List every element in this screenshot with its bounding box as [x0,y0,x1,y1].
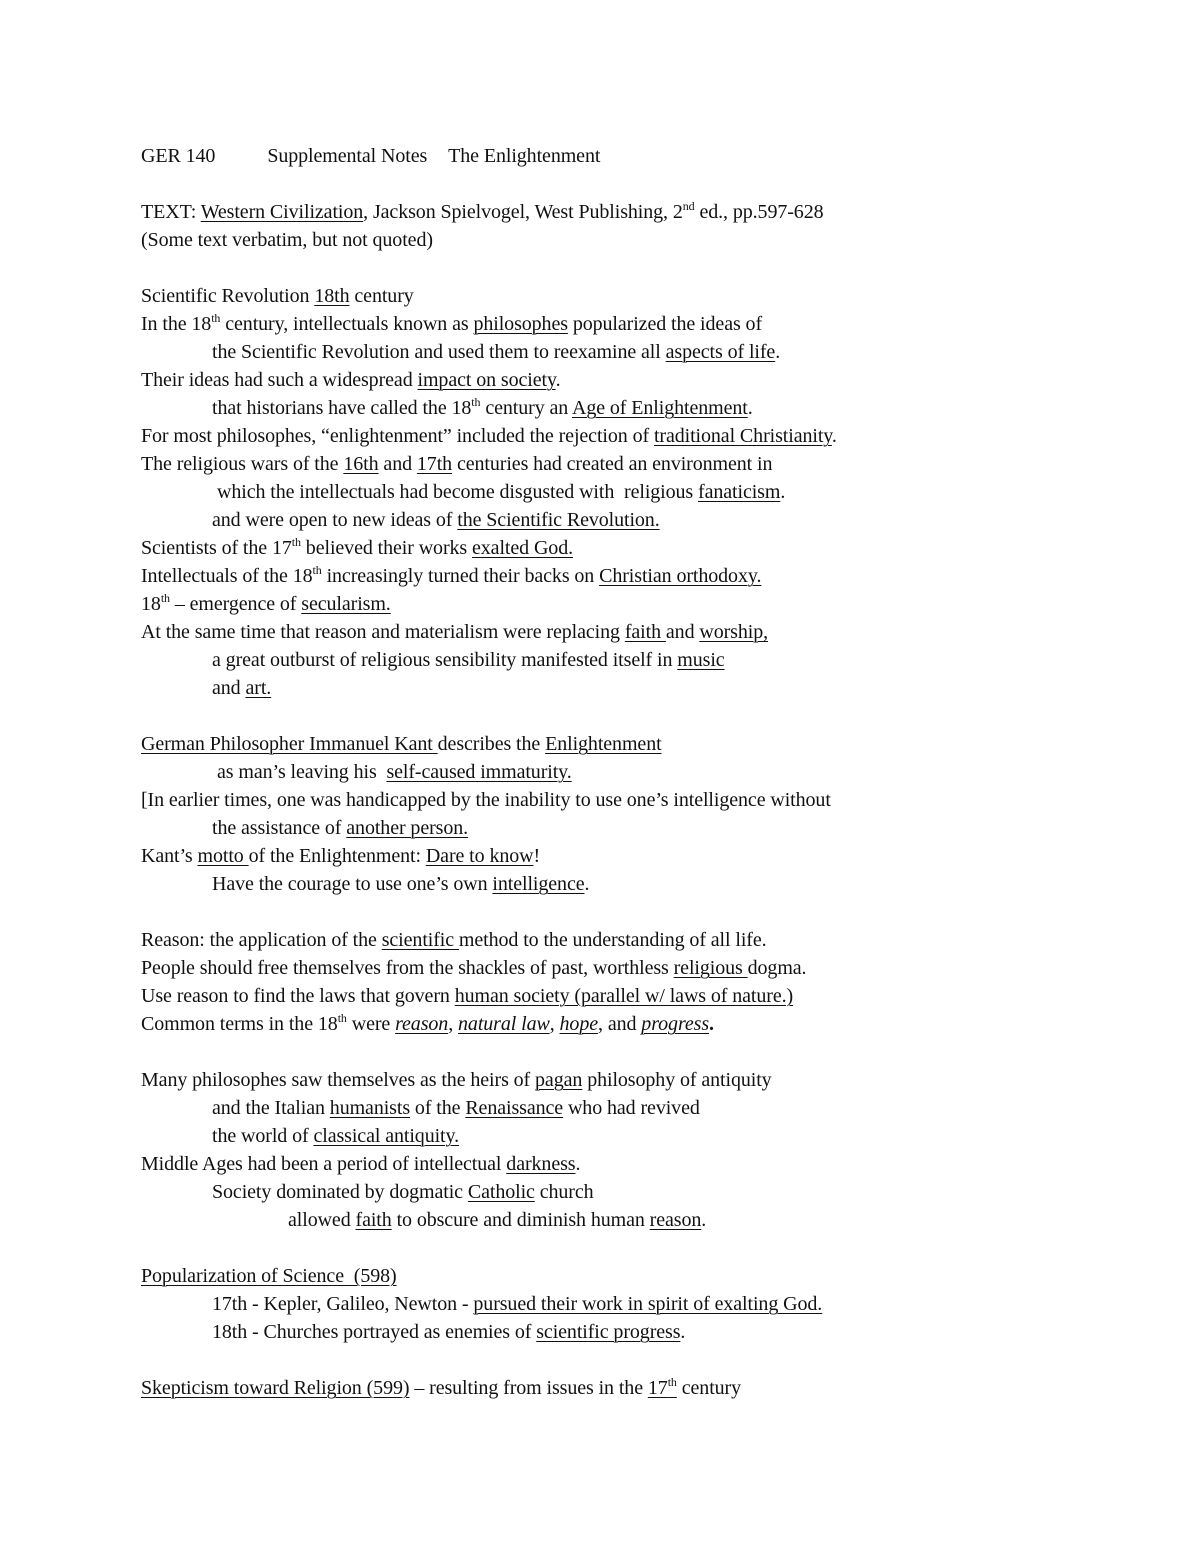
note-line: the Scientific Revolution and used them to reexamine all aspects of life. [212,341,781,363]
note-line: Society dominated by dogmatic Catholic church [212,1181,594,1203]
note-line: which the intellectuals had become disgusted with religious fanaticism. [217,481,786,503]
note-line: People should free themselves from the shackles of past, worthless religious dogma. [141,957,807,979]
note-line: a great outburst of religious sensibility manifested itself in music [212,649,725,671]
note-line: the assistance of another person. [212,817,469,839]
note-line: Intellectuals of the 18th increasingly turned their backs on Christian orthodoxy. [141,563,762,587]
note-line: and were open to new ideas of the Scientific Revolution. [212,509,660,531]
section-popularization-heading: Popularization of Science (598) [141,1265,397,1287]
note-line: For most philosophes, “enlightenment” included the rejection of traditional Christianity. [141,425,837,447]
note-line: 17th - Kepler, Galileo, Newton - pursued their work in spirit of exalting God. [212,1293,823,1315]
note-line: Have the courage to use one’s own intelligence. [212,873,590,895]
note-line: Kant’s motto of the Enlightenment: Dare to know! [141,845,541,867]
note-line: 18th - Churches portrayed as enemies of scientific progress. [212,1321,686,1343]
note-line: In the 18th century, intellectuals known as philosophes popularized the ideas of [141,311,763,335]
notes-topic: The Enlightenment [448,145,601,167]
note-line: and the Italian humanists of the Renaissance who had revived [212,1097,700,1119]
note-line: Common terms in the 18th were reason, natural law, hope, and progress. [141,1011,714,1035]
note-line: and art. [212,677,272,699]
note-line: as man’s leaving his self-caused immaturity. [217,761,572,783]
note-line: The religious wars of the 16th and 17th centuries had created an environment in [141,453,773,475]
document-header [141,142,600,170]
note-line: [In earlier times, one was handicapped by the inability to use one’s intelligence without [141,789,831,811]
section-kant-heading: German Philosopher Immanuel Kant describes the Enlightenment [141,733,662,755]
section-scientific-revolution-heading: Scientific Revolution 18th century [141,285,414,307]
note-line: Use reason to find the laws that govern human society (parallel w/ laws of nature.) [141,985,794,1007]
section-reason: Reason: the application of the scientific method to the understanding of all life. [141,929,767,951]
section-philosophes-heirs: Many philosophes saw themselves as the heirs of pagan philosophy of antiquity [141,1069,772,1091]
text-reference: TEXT: Western Civilization, Jackson Spielvogel, West Publishing, 2nd ed., pp.597-628 [141,199,824,223]
note-line: Their ideas had such a widespread impact on society. [141,369,561,391]
note-line: the world of classical antiquity. [212,1125,460,1147]
note-line: At the same time that reason and materialism were replacing faith and worship, [141,621,769,643]
book-title: Western Civilization [200,201,364,223]
notes-title: Supplemental Notes [267,145,428,167]
note-line: allowed faith to obscure and diminish human reason. [288,1209,707,1231]
course-code: GER 140 [141,145,216,167]
note-line: Middle Ages had been a period of intellectual darkness. [141,1153,581,1175]
note-line: 18th – emergence of secularism. [141,591,391,615]
text-reference-note: (Some text verbatim, but not quoted) [141,229,433,251]
section-skepticism-heading: Skepticism toward Religion (599) – resulting from issues in the 17th century [141,1375,742,1399]
note-line: Scientists of the 17th believed their works exalted God. [141,535,573,559]
note-line: that historians have called the 18th century an Age of Enlightenment. [212,395,753,419]
